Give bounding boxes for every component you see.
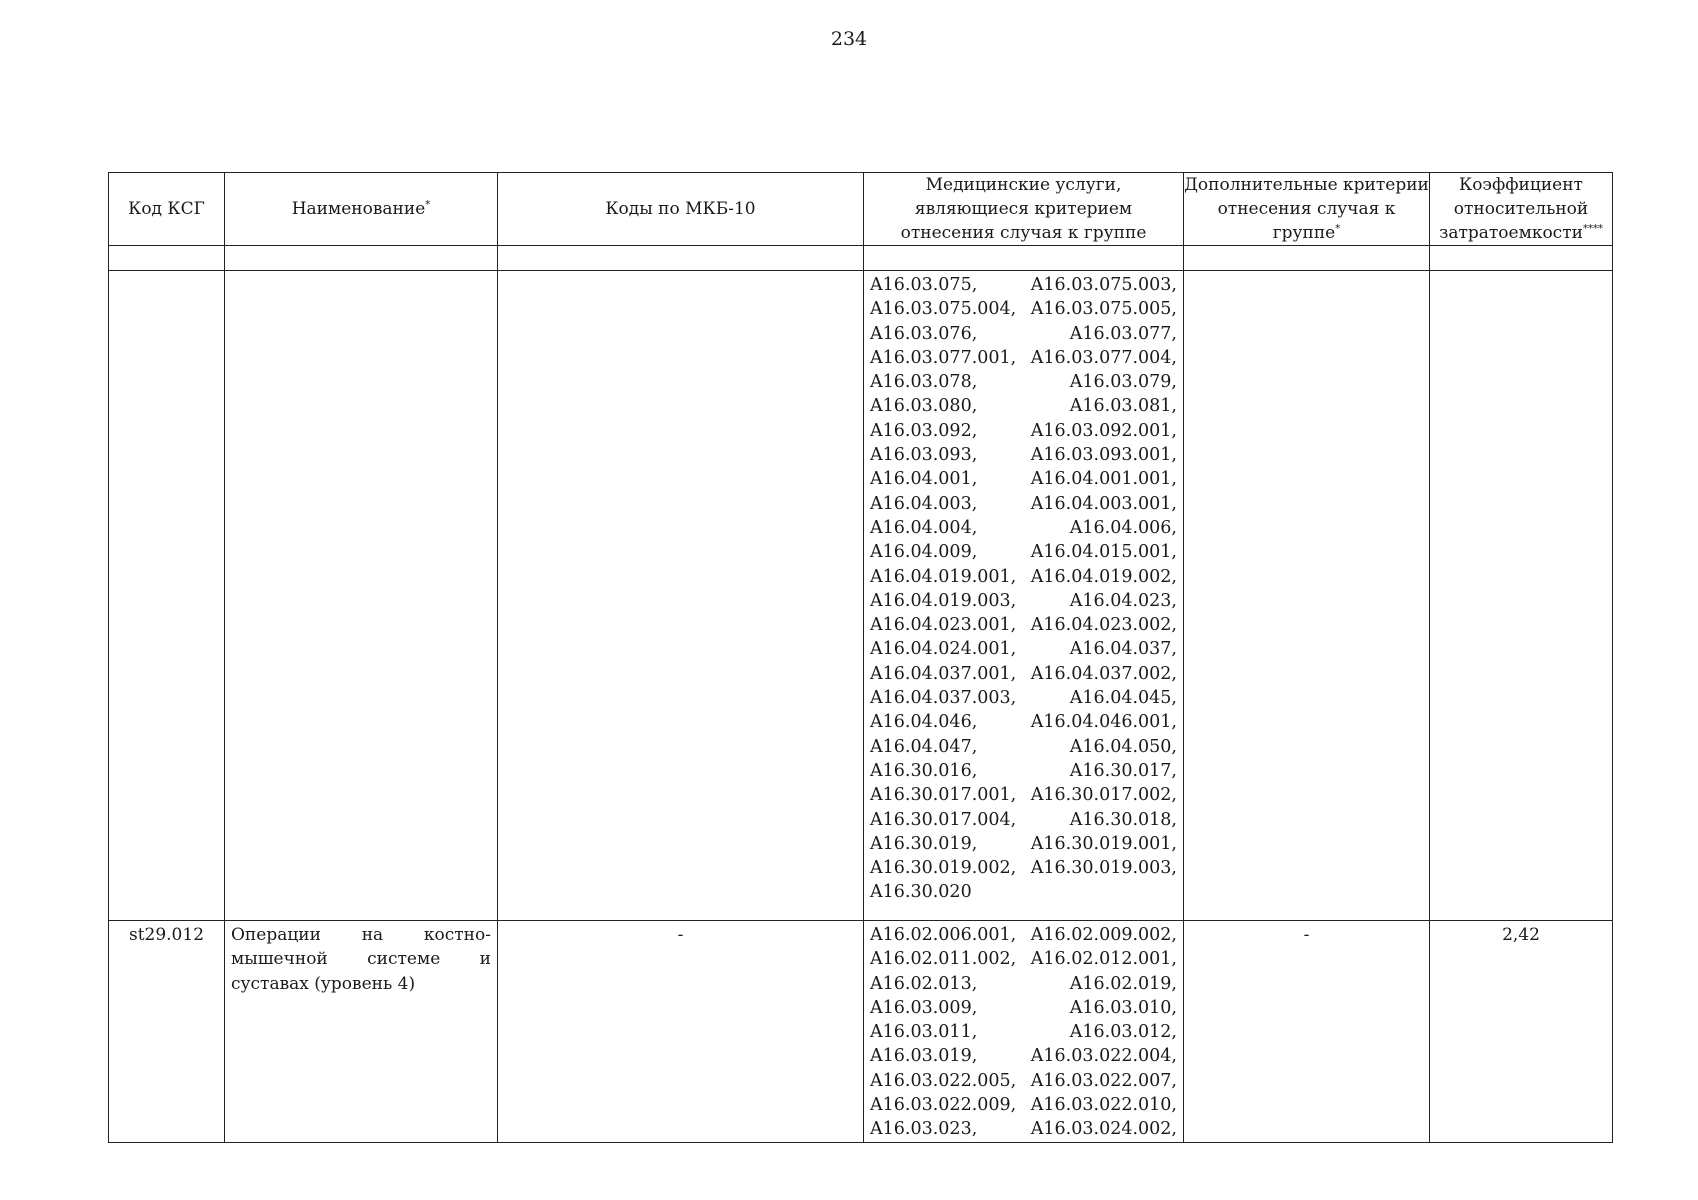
cell-code: st29.012 — [109, 921, 225, 1143]
ksg-table — [108, 172, 1613, 1143]
service-code: A16.03.010, — [1069, 997, 1177, 1018]
name-word: и — [479, 949, 491, 970]
service-line — [870, 923, 1177, 947]
service-line — [870, 856, 1177, 880]
service-code: A16.03.075.005, — [1030, 299, 1177, 320]
service-code: A16.03.009, — [870, 997, 978, 1018]
service-code: A16.03.093.001, — [1030, 445, 1177, 466]
service-line — [870, 710, 1177, 734]
footnote-mark: **** — [1582, 223, 1603, 235]
service-code: A16.03.022.007, — [1030, 1070, 1177, 1091]
cell-coefficient — [1430, 271, 1613, 921]
service-code: A16.03.080, — [870, 396, 978, 417]
service-code: A16.30.019, — [870, 833, 978, 854]
service-code: A16.04.037.002, — [1030, 663, 1177, 684]
service-code: A16.30.017.002, — [1030, 785, 1177, 806]
service-line — [870, 492, 1177, 516]
service-code: A16.02.009.002, — [1030, 925, 1177, 945]
service-line — [870, 880, 1177, 904]
cell-services — [864, 921, 1184, 1143]
spacer-row — [109, 246, 1613, 271]
service-code: A16.03.077.001, — [870, 347, 1017, 368]
header-name: Наименование* — [225, 173, 498, 246]
name-word: мышечной — [231, 949, 328, 970]
header-row — [109, 173, 1613, 246]
cell-services — [864, 271, 1184, 921]
service-code: A16.03.077.004, — [1030, 347, 1177, 368]
service-code: A16.04.047, — [870, 736, 978, 757]
cell-coefficient: 2,42 — [1430, 921, 1613, 1143]
service-line — [870, 419, 1177, 443]
service-code: A16.03.075.004, — [870, 299, 1017, 320]
service-line — [870, 735, 1177, 759]
cell-name — [225, 921, 498, 1143]
service-code: A16.04.037, — [1069, 639, 1177, 660]
service-line — [870, 370, 1177, 394]
service-code: A16.04.019.003, — [870, 590, 1017, 611]
name-word: Операции — [231, 925, 321, 945]
service-code: A16.04.001, — [870, 469, 978, 490]
cell-extra-criteria — [1184, 271, 1430, 921]
service-line — [870, 662, 1177, 686]
service-line — [870, 394, 1177, 418]
service-code: A16.04.009, — [870, 542, 978, 563]
cell-code — [109, 271, 225, 921]
service-line — [870, 947, 1177, 971]
name-line — [231, 947, 491, 971]
service-code: A16.30.019.002, — [870, 858, 1017, 879]
page-number: 234 — [830, 28, 868, 50]
table-row — [109, 921, 1613, 1143]
service-code: A16.02.013, — [870, 973, 978, 994]
cell-extra-criteria: - — [1184, 921, 1430, 1143]
service-line — [870, 1020, 1177, 1044]
service-code: A16.30.017.001, — [870, 785, 1017, 806]
service-code: A16.30.017.004, — [870, 809, 1017, 830]
service-code: A16.03.019, — [870, 1046, 978, 1067]
name-word: на — [361, 925, 384, 945]
service-line — [870, 589, 1177, 613]
service-code: A16.04.050, — [1069, 736, 1177, 757]
service-code: A16.03.022.005, — [870, 1070, 1017, 1091]
name-word: системе — [367, 949, 441, 970]
service-code: A16.03.092, — [870, 420, 978, 441]
name-word: костно- — [423, 925, 491, 945]
service-code: A16.02.012.001, — [1030, 949, 1177, 970]
header-code: Код КСГ — [109, 173, 225, 246]
service-line — [870, 1117, 1177, 1141]
service-code: A16.04.023.001, — [870, 615, 1017, 636]
service-line — [870, 783, 1177, 807]
header-coefficient: Коэффициент относительной затратоемкости**** — [1430, 173, 1613, 246]
service-code: A16.03.081, — [1069, 396, 1177, 417]
service-line — [870, 972, 1177, 996]
service-code: A16.03.022.010, — [1030, 1095, 1177, 1116]
service-code: A16.04.019.002, — [1030, 566, 1177, 587]
service-code: A16.03.011, — [870, 1022, 978, 1043]
name-word: суставах (уровень 4) — [231, 973, 416, 994]
service-code: A16.04.003.001, — [1030, 493, 1177, 514]
service-line — [870, 1044, 1177, 1068]
service-line — [870, 322, 1177, 346]
service-code: A16.03.075, — [870, 275, 978, 295]
service-line — [870, 759, 1177, 783]
service-line — [870, 808, 1177, 832]
service-code: A16.30.019.003, — [1030, 858, 1177, 879]
service-code: A16.04.037.001, — [870, 663, 1017, 684]
name-line — [231, 923, 491, 947]
service-code: A16.04.015.001, — [1030, 542, 1177, 563]
service-code: A16.02.006.001, — [870, 925, 1017, 945]
service-code: A16.03.093, — [870, 445, 978, 466]
header-mkb: Коды по МКБ-10 — [498, 173, 864, 246]
service-code: A16.03.092.001, — [1030, 420, 1177, 441]
header-extra-criteria: Дополнительные критерии отнесения случая к группе* — [1184, 173, 1430, 246]
service-line — [870, 467, 1177, 491]
service-code: A16.04.024.001, — [870, 639, 1017, 660]
service-code: A16.30.017, — [1069, 760, 1177, 781]
table-row — [109, 271, 1613, 921]
service-code: A16.03.077, — [1069, 323, 1177, 344]
header-services: Медицинские услуги, являющиеся критерием отнесения случая к группе — [864, 173, 1184, 246]
service-line — [870, 832, 1177, 856]
service-line — [870, 686, 1177, 710]
service-code: A16.03.024.002, — [1030, 1119, 1177, 1140]
service-code: A16.03.079, — [1069, 372, 1177, 393]
service-code: A16.30.019.001, — [1030, 833, 1177, 854]
service-code: A16.04.046.001, — [1030, 712, 1177, 733]
service-code: A16.04.003, — [870, 493, 978, 514]
service-line — [870, 637, 1177, 661]
service-code: A16.03.012, — [1069, 1022, 1177, 1043]
service-line — [870, 1069, 1177, 1093]
service-code: A16.04.023.002, — [1030, 615, 1177, 636]
service-code: A16.03.076, — [870, 323, 978, 344]
service-code: A16.03.022.004, — [1030, 1046, 1177, 1067]
service-code: A16.03.075.003, — [1030, 275, 1177, 295]
service-code: A16.04.023, — [1069, 590, 1177, 611]
service-line — [870, 996, 1177, 1020]
service-code: A16.03.078, — [870, 372, 978, 393]
service-code: A16.04.004, — [870, 517, 978, 538]
cell-name — [225, 271, 498, 921]
service-code: A16.04.006, — [1069, 517, 1177, 538]
service-line — [870, 613, 1177, 637]
service-code: A16.02.019, — [1069, 973, 1177, 994]
service-code: A16.04.037.003, — [870, 688, 1017, 709]
service-code: A16.30.018, — [1069, 809, 1177, 830]
service-code: A16.03.023, — [870, 1119, 978, 1140]
service-code: A16.03.022.009, — [870, 1095, 1017, 1116]
service-code: A16.04.019.001, — [870, 566, 1017, 587]
service-line — [870, 297, 1177, 321]
footnote-mark: * — [1335, 223, 1341, 235]
service-line — [870, 516, 1177, 540]
service-line — [870, 443, 1177, 467]
footnote-mark: * — [425, 199, 431, 211]
service-code: A16.02.011.002, — [870, 949, 1017, 970]
service-code: A16.30.016, — [870, 760, 978, 781]
cell-mkb: - — [498, 921, 864, 1143]
service-line — [870, 273, 1177, 297]
service-code: A16.04.001.001, — [1030, 469, 1177, 490]
service-line — [870, 565, 1177, 589]
service-line — [870, 346, 1177, 370]
service-line — [870, 540, 1177, 564]
service-code: A16.04.046, — [870, 712, 978, 733]
service-line — [870, 1093, 1177, 1117]
service-code: A16.30.020 — [870, 882, 972, 903]
name-line — [231, 972, 491, 996]
cell-mkb — [498, 271, 864, 921]
service-code: A16.04.045, — [1069, 688, 1177, 709]
